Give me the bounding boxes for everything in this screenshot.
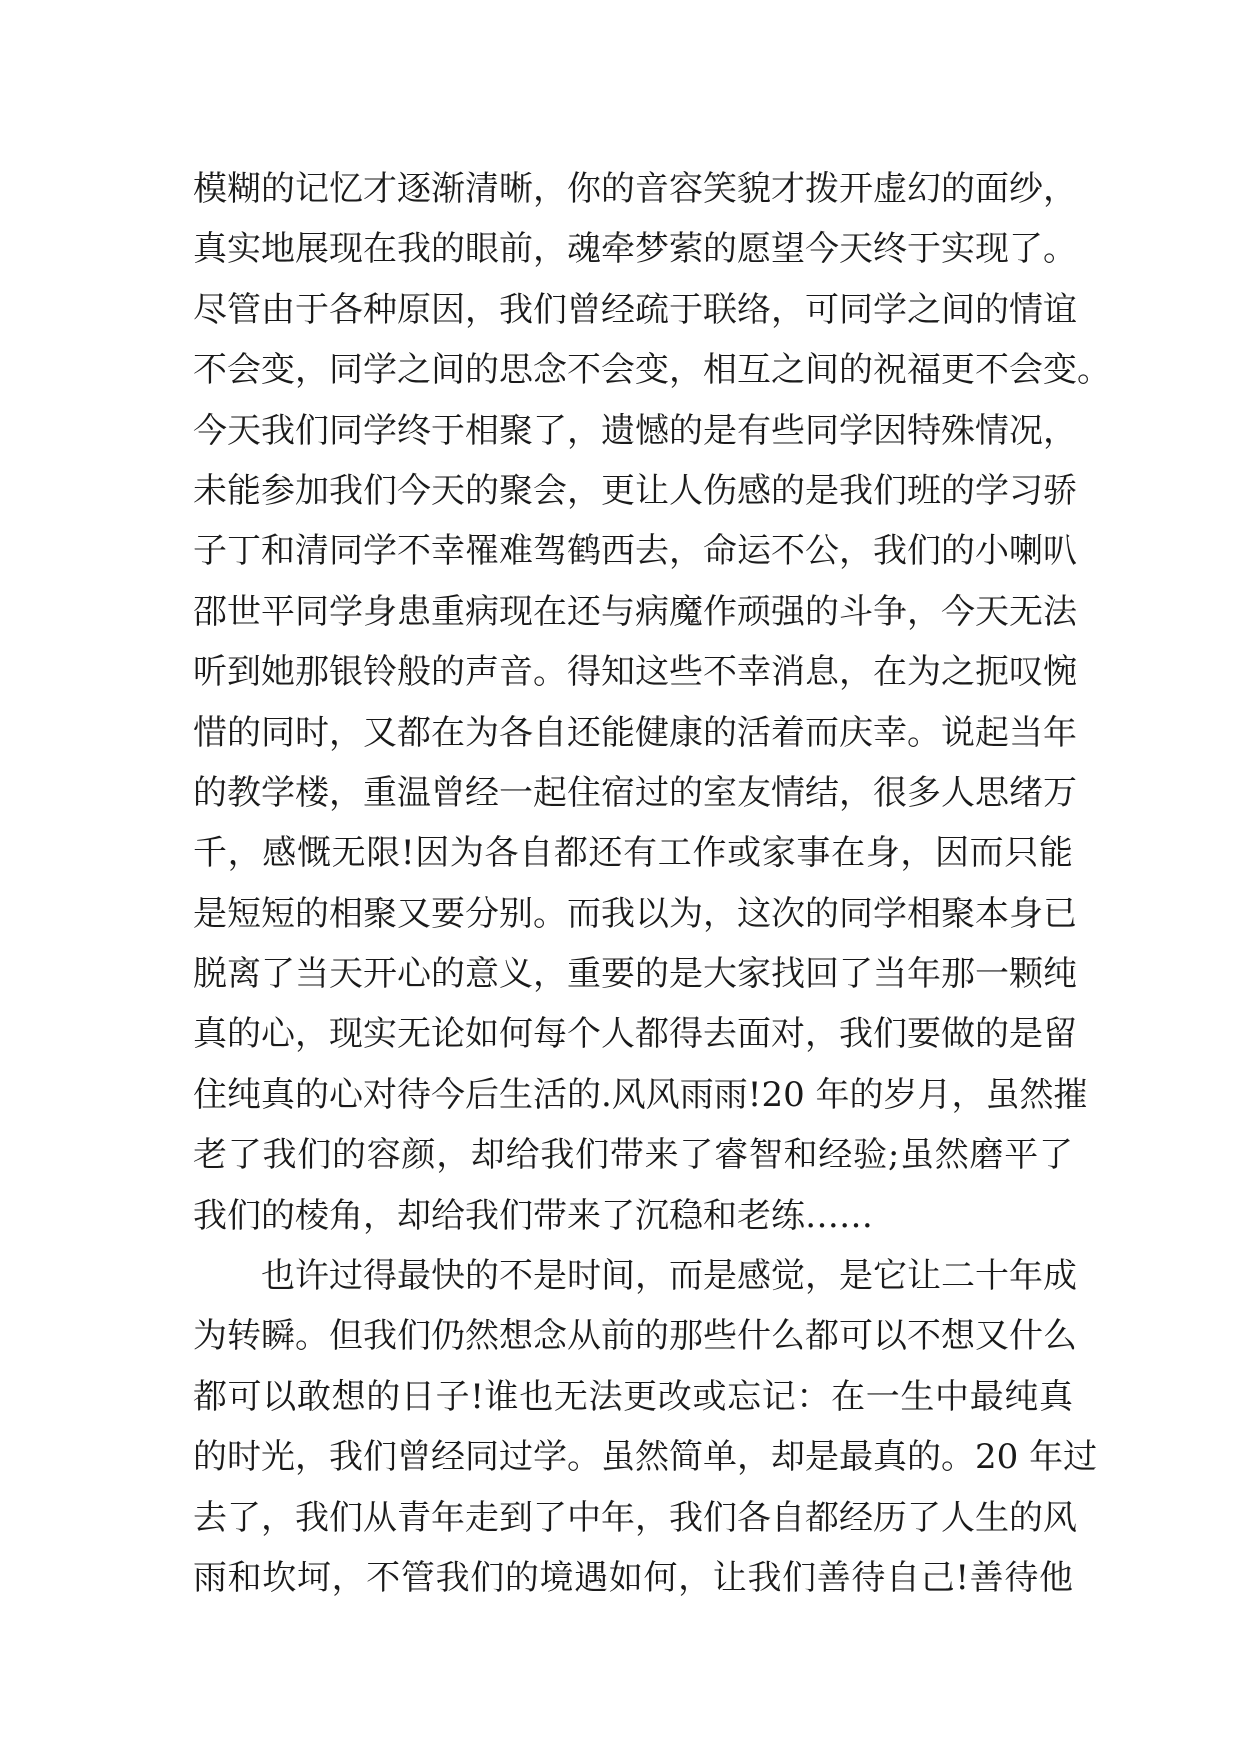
text-line: 是短短的相聚又要分别。而我以为，这次的同学相聚本身已 — [193, 893, 1077, 934]
text-line: 尽管由于各种原因，我们曾经疏于联络，可同学之间的情谊 — [193, 289, 1077, 330]
body-text — [193, 159, 1111, 1608]
text-line: 今天我们同学终于相聚了，遗憾的是有些同学因特殊情况， — [193, 410, 1077, 451]
text-line: 真实地展现在我的眼前，魂牵梦萦的愿望今天终于实现了。 — [193, 229, 1077, 270]
text-line: 听到她那银铃般的声音。得知这些不幸消息，在为之扼叹惋 — [193, 652, 1077, 693]
paragraph-1 — [193, 159, 1111, 1246]
text-line: 子丁和清同学不幸罹难驾鹤西去，命运不公，我们的小喇叭 — [193, 531, 1077, 572]
text-line: 的教学楼，重温曾经一起住宿过的室友情结，很多人思绪万 — [193, 772, 1077, 813]
text-line: 也许过得最快的不是时间，而是感觉，是它让二十年成 — [261, 1256, 1077, 1297]
text-line: 未能参加我们今天的聚会，更让人伤感的是我们班的学习骄 — [193, 470, 1077, 511]
text-line: 住纯真的心对待今后生活的.风风雨雨!20 年的岁月，虽然摧 — [193, 1074, 1088, 1115]
text-line: 千，感慨无限!因为各自都还有工作或家事在身，因而只能 — [193, 833, 1073, 874]
text-line: 我们的棱角，却给我们带来了沉稳和老练…… — [193, 1195, 873, 1236]
text-line: 雨和坎坷，不管我们的境遇如何，让我们善待自己!善待他 — [193, 1557, 1073, 1598]
paragraph-2 — [193, 1246, 1098, 1608]
text-line: 不会变，同学之间的思念不会变，相互之间的祝福更不会变。 — [193, 350, 1111, 391]
text-line: 模糊的记忆才逐渐清晰，你的音容笑貌才拨开虚幻的面纱， — [193, 169, 1077, 209]
text-line: 的时光，我们曾经同过学。虽然简单，却是最真的。20 年过 — [193, 1437, 1098, 1478]
text-line: 惜的同时，又都在为各自还能健康的活着而庆幸。说起当年 — [193, 712, 1077, 753]
text-line: 为转瞬。但我们仍然想念从前的那些什么都可以不想又什么 — [193, 1316, 1077, 1357]
text-line: 真的心，现实无论如何每个人都得去面对，我们要做的是留 — [193, 1014, 1077, 1055]
text-line: 邵世平同学身患重病现在还与病魔作顽强的斗争，今天无法 — [193, 591, 1077, 632]
text-line: 都可以敢想的日子!谁也无法更改或忘记：在一生中最纯真 — [193, 1376, 1073, 1417]
text-line: 去了，我们从青年走到了中年，我们各自都经历了人生的风 — [193, 1497, 1077, 1538]
text-line: 脱离了当天开心的意义，重要的是大家找回了当年那一颗纯 — [193, 954, 1077, 995]
text-line: 老了我们的容颜，却给我们带来了睿智和经验;虽然磨平了 — [193, 1135, 1073, 1176]
